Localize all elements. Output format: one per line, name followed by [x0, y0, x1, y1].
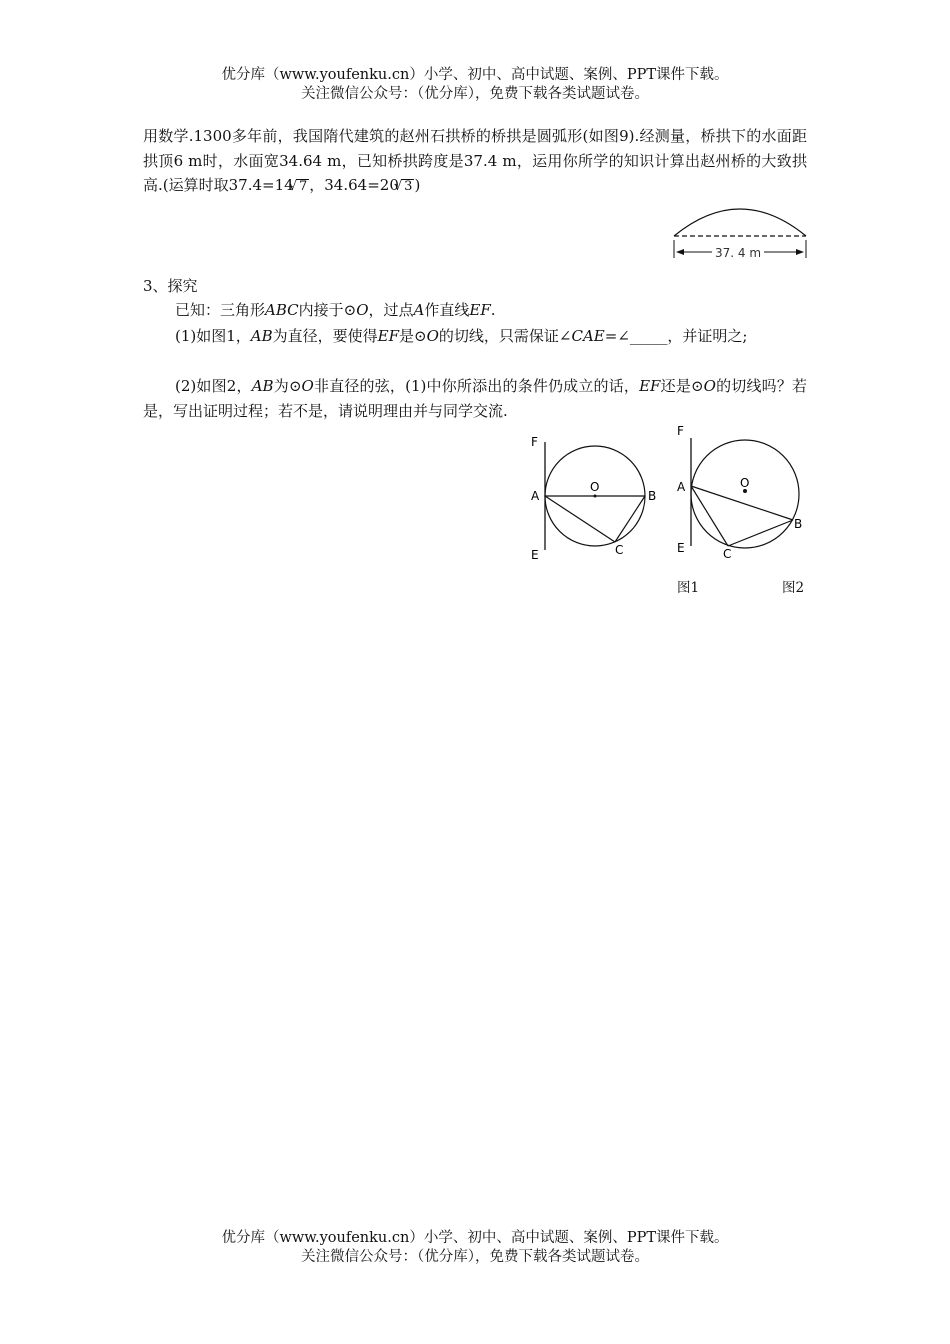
page-header [0, 66, 950, 104]
problem-2-text: 用数学.1300多年前，我国隋代建筑的赵州石拱桥的桥拱是圆弧形(如图9).经测量，桥拱下的水面距拱顶6 m时，水面宽34.64 m，已知桥拱跨度是37.4 m，运用你所学的知识计算出赵州桥的大致拱高.(运算时取37.4=14√ 7 ，34.64=20√ 3 ) [143, 124, 807, 198]
problem-3-given: 已知：三角形ABC内接于⊙O，过点A作直线EF. [175, 301, 496, 319]
label-c: C [723, 547, 732, 561]
problem-3-question-2: (2)如图2，AB为⊙O非直径的弦，(1)中你所添出的条件仍成立的话，EF还是⊙O的切线吗？若是，写出证明过程；若不是，请说明理由并与同学交流. [143, 377, 808, 420]
footer-line-1: 优分库（www.youfenku.cn）小学、初中、高中试题、案例、PPT课件下载。 [221, 1230, 729, 1246]
label-b: B [794, 517, 803, 531]
circle-o [691, 440, 799, 548]
header-line-1: 优分库（www.youfenku.cn）小学、初中、高中试题、案例、PPT课件下载。 [221, 67, 729, 83]
chord-bc [615, 496, 645, 542]
chord-bc [728, 520, 793, 546]
chord-ac [545, 496, 615, 542]
chord-ac [691, 486, 728, 546]
label-f: F [677, 424, 684, 438]
label-c: C [615, 543, 624, 557]
label-e: E [531, 548, 539, 562]
sqrt-7: √ 7 [296, 179, 310, 194]
figure-2 [673, 420, 813, 565]
label-o: O [740, 476, 750, 490]
span-label: 37. 4 m [714, 246, 762, 260]
label-o: O [590, 480, 600, 494]
label-f: F [531, 435, 538, 449]
label-e: E [677, 541, 685, 555]
figure-2-caption: 图2 [782, 580, 805, 596]
page-footer [0, 1229, 950, 1267]
problem-3-question-1: (1)如图1，AB为直径，要使得EF是⊙O的切线，只需保证∠CAE=∠_____，并证明之; [175, 327, 748, 345]
figure-1-caption: 图1 [677, 580, 700, 596]
problem-3-heading: 3、探究 [143, 277, 198, 295]
figure-1 [525, 430, 665, 565]
chord-ab [691, 486, 793, 520]
label-a: A [531, 489, 540, 503]
label-a: A [677, 480, 686, 494]
label-b: B [648, 489, 657, 503]
bridge-figure [668, 196, 813, 262]
bridge-arch [674, 209, 806, 236]
footer-line-2: 关注微信公众号：（优分库），免费下载各类试题试卷。 [301, 1249, 649, 1265]
sqrt-3: √ 3 [401, 179, 415, 194]
header-line-2: 关注微信公众号：（优分库），免费下载各类试题试卷。 [301, 86, 649, 102]
